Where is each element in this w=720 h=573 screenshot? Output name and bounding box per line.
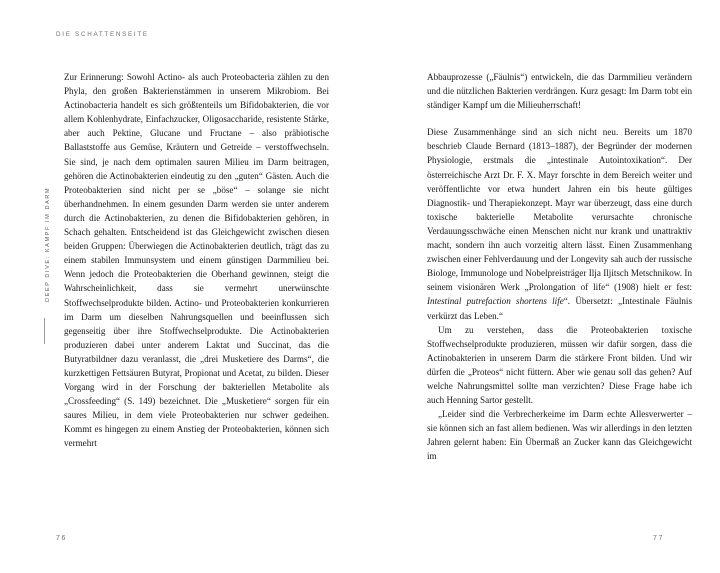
side-tab [41, 72, 55, 302]
left-column [64, 70, 329, 451]
paragraph [427, 125, 692, 322]
paragraph: Um zu verstehen, dass die Proteobakterien toxische Stoffwechselprodukte produzieren, müssen wir dafür sorgen, dass die Actinobakterien in unserem Darm die stärkere Front bilden. Und wir dürfen die „Proteos“ nicht füttern. Aber wie genau soll das gehen? Auf welche Nahrungsmittel sollte man verzichten? Diese Frage habe ich auch Henning Sartor gestellt. [427, 324, 692, 406]
paragraph: „Leider sind die Verbrecherkeime im Darm echte Allesverwerter – sie können sich an fast allem bedienen. Was wir allerdings in den letzten Jahren gelernt haben: Ein Übermaß an Zucker kann das Gleichgewicht im [427, 409, 692, 462]
side-tab-rule [44, 318, 45, 344]
paragraph-text: Diese Zusammenhänge sind an sich nicht neu. Bereits um 1870 beschrieb Claude Bernard (1813–1887), der Begründer der modernen Physiologie, erstmals die „intestinale Autointoxikation“. Der österreichische Arzt Dr. F. X. Mayr forschte in dem Bereich weiter und veröffentlichte vor etwa hundert Jahren ein bis heute gültiges Diagnostik- und Therapiekonzept. Mayr war überzeugt, dass eine durch toxische bakterielle Metabolite verursachte chronische Verdauungsschwäche einen Menschen nicht nur krank und unattraktiv macht, sondern ihn auch vorzeitig altern lässt. Einen Zusammenhang zwischen einer Fehlverdauung und der Longevity sah auch der russische Biologe, Immunologe und Nobelpreisträger Ilja Iljitsch Metschnikow. In seinem visionären Werk „Prolongation of life“ (1908) hielt er fest: [427, 127, 692, 293]
paragraph-tail: “. Übersetzt: „Intestinale Fäulnis verkürzt das Leben.“ [427, 296, 692, 321]
folio-right: 77 [653, 535, 664, 542]
right-column [427, 70, 692, 464]
cited-title: Intestinal putrefaction shortens life [427, 296, 564, 307]
paragraph: Abbauprozesse („Fäulnis“) entwickeln, die das Darmmilieu verändern und die nützlichen Bakterien verdrängen. Kurz gesagt: Im Darm tobt ein ständiger Kampf um die Milieuherrschaft! [427, 72, 692, 111]
running-head: DIE SCHATTENSEITE [56, 31, 149, 38]
side-tab-label: DEEP DIVE: KAMPF IM DARM [45, 186, 51, 302]
paragraph: Zur Erinnerung: Sowohl Actino- als auch Proteobacteria zählen zu den Phyla, den großen Bakterienstämmen in unserem Mikrobiom. Bei Actinobacteria handelt es sich größtenteils um Bifidobakterien, die vor allem Kohlenhydrate, Einfachzucker, Oligosaccharide, resistente Stärke, aber auch Pektine, Glucane und Fructane – also präbiotische Ballaststoffe aus Gemüse, Kräutern und Getreide – verstoffwechseln. Sie sind, je nach dem optimalen sauren Milieu im Darm beitragen, gehören die Actinobakterien eindeutig zu den „guten“ Gästen. Auch die Proteobakterien sind nicht per se „böse“ – solange sie nicht überhandnehmen. In einem gesunden Darm werden sie unter anderem durch die Actinobakterien, zu denen die Bifidobakterien gehören, in Schach gehalten. Entscheidend ist das Gleichgewicht zwischen diesen beiden Gruppen: Überwiegen die Actinobakterien deutlich, trägt das zu einem stabilen Immunsystem und einem günstigen Darmmilieu bei. Wenn jedoch die Proteobakterien die Oberhand gewinnen, steigt die Wahrscheinlichkeit, dass sie vermehrt unerwünschte Stoffwechselprodukte bilden. Actino- und Proteobakterien konkurrieren im Darm um dieselben Nahrungsquellen und beeinflussen sich gegenseitig über ihre Stoffwechselprodukte. Die Actinobakterien produzieren dabei unter anderem Laktat und Succinat, das die Butyratbildner dazu veranlasst, die „drei Musketiere des Darms“, die kurzkettigen Fettsäuren Butyrat, Propionat und Acetat, zu bilden. Dieser Vorgang wird in der Forschung der bakteriellen Metabolite als „Crossfeeding“ (S. 149) bezeichnet. Die „Musketiere“ sorgen für ein saures Milieu, in dem viele Proteobakterien nur schwer gedeihen. Kommt es hingegen zu einem Anstieg der Proteobakterien, können sich vermehrt [64, 72, 329, 449]
folio-left: 76 [56, 535, 67, 542]
